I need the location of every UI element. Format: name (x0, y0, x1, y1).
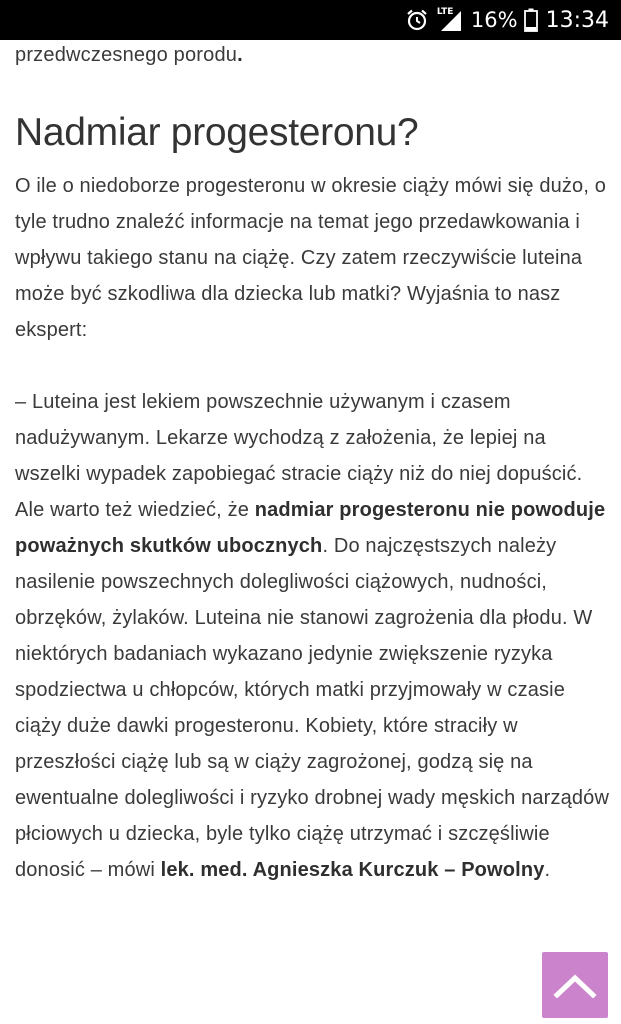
quote-author: lek. med. Agnieszka Kurczuk – Powolny (160, 859, 545, 881)
chevron-up-icon (553, 972, 597, 998)
quote-text-part2: . Do najczęstszych należy nasilenie powszechnych dolegliwości ciążowych, nudności, obrzęków, żylaków. Luteina nie stanowi zagrożenia dla płodu. W niektórych badaniach wykazano jedynie zwiększenie ryzyka spodziectwa u chłopców, których matki przyjmowały w czasie ciąży duże dawki progesteronu. Kobiety, które straciły w przeszłości ciążę lub są w ciąży zagrożonej, godzą się na ewentualne dolegliwości i ryzyko drobnej wady męskich narządów płciowych u dziecka, byle tylko ciążę utrzymać i szczęśliwie donosić – mówi (15, 535, 610, 881)
status-bar (0, 0, 621, 40)
signal-icon (437, 8, 463, 32)
quote-text-part1: – Luteina jest lekiem powszechnie używanym i czasem nadużywanym. Lekarze wychodzą z założenia, że lepiej na wszelki wypadek zapobiegać stracie ciąży niż do niej dopuścić. Ale warto też wiedzieć, że (15, 391, 583, 521)
lead-fragment-text: przedwczesnego porodu (15, 44, 238, 66)
article-body (15, 40, 613, 888)
quote-bold-highlight: nadmiar progesteronu nie powoduje poważnych skutków ubocznych (15, 499, 606, 557)
intro-paragraph: O ile o niedoborze progesteronu w okresie ciąży mówi się dużo, o tyle trudno znaleźć informacje na temat jego przedawkowania i wpływu takiego stanu na ciążę. Czy zatem rzeczywiście luteina może być szkodliwa dla dziecka lub matki? Wyjaśnia to nasz ekspert: (15, 175, 607, 341)
quote-end: . (544, 859, 551, 881)
scroll-to-top-button[interactable] (542, 952, 608, 1018)
network-type-label: LTE (436, 7, 454, 17)
battery-percent: 16% (470, 8, 518, 32)
expert-quote-paragraph (15, 384, 613, 888)
battery-icon (524, 8, 538, 32)
lead-fragment-period: . (237, 44, 243, 66)
lead-fragment (15, 40, 613, 70)
section-heading: Nadmiar progesteronu? (15, 111, 419, 154)
clock: 13:34 (545, 7, 609, 33)
alarm-icon (405, 8, 429, 32)
